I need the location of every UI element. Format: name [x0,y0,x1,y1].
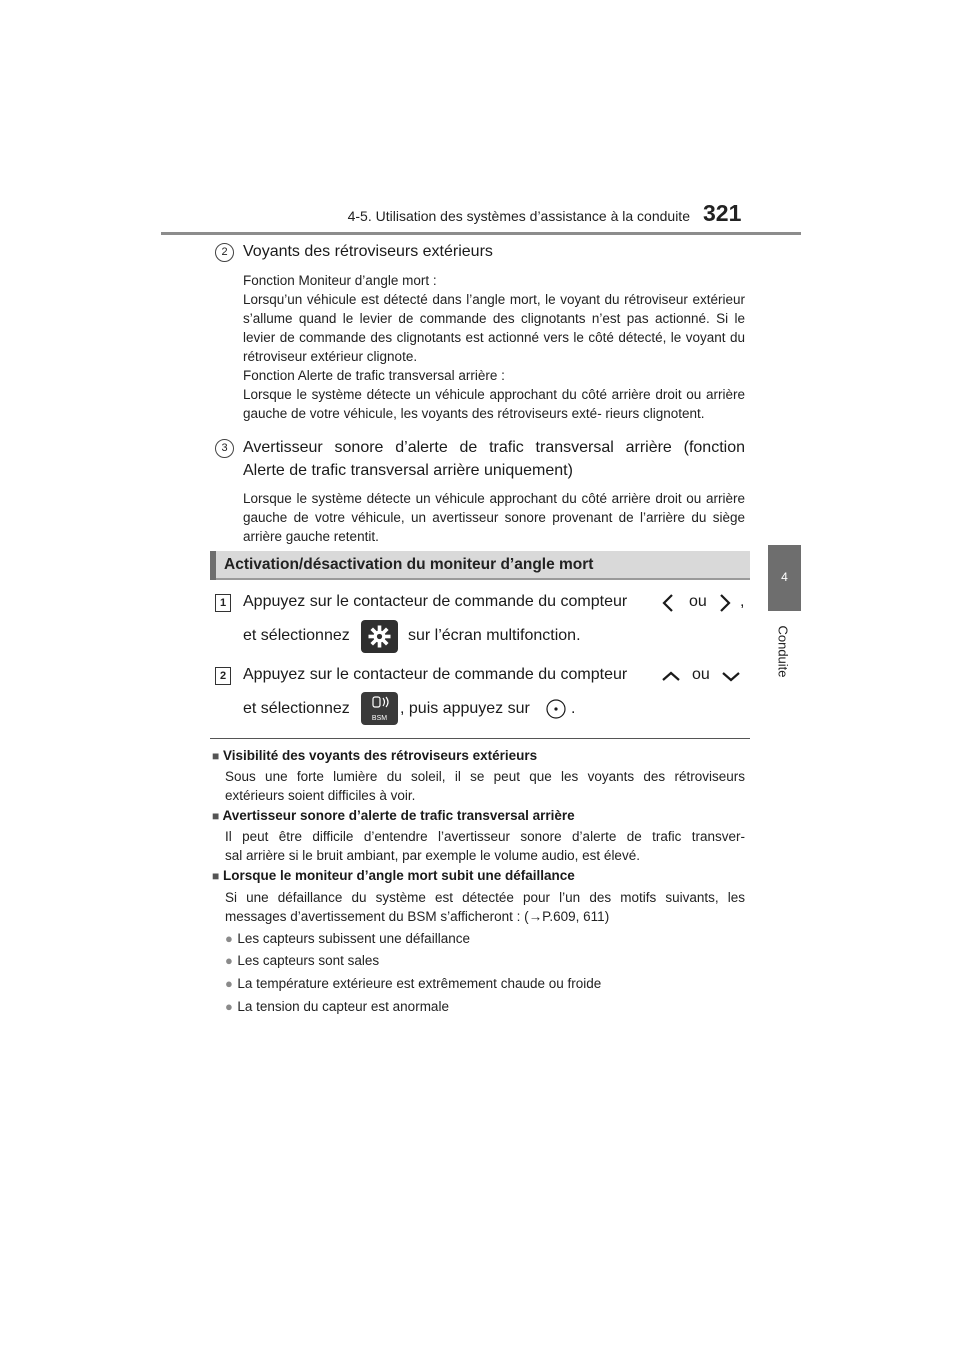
note-failure-heading [212,868,575,883]
list-item-text: Les capteurs sont sales [237,953,380,968]
note-heading-text: Lorsque le moniteur d’angle mort subit une défaillance [223,868,575,883]
item-title-buzzer-line2: Alerte de trafic transversal arrière uniquement) [243,462,573,479]
note-marker: ■ [212,809,220,823]
bullet-icon: ● [225,999,233,1014]
section-title: Activation/désactivation du moniteur d’angle mort [224,556,594,573]
list-item [225,998,449,1016]
step1-line2-text: et sélectionnez [243,627,350,644]
paragraph-rcta-function: Lorsque le système détecte un véhicule approchant du côté arrière droit ou arrière gauche de votre véhicule, les voyants des rétroviseurs exté- rieurs clignotent. [243,387,745,421]
bullet-icon: ● [225,976,233,991]
note-heading-text: Visibilité des voyants des rétroviseurs extérieurs [223,748,538,763]
section-bar-marker [210,551,216,580]
note-visibility-line1: Sous une forte lumière du soleil, il se peut que les voyants des rétroviseurs [225,769,745,784]
list-item [225,952,379,970]
enter-button-icon [545,698,567,720]
item-title-buzzer-line1: Avertisseur sonore d’alerte de trafic transversal arrière (fonction [243,439,745,456]
bsm-icon [361,692,398,725]
step1-comma: , [740,593,745,610]
note-buzzer-line2: sal arrière si le bruit ambiant, par exemple le volume audio, est élevé. [225,848,640,863]
list-item [225,975,601,993]
chevron-right-icon [718,593,732,613]
note-failure-line2: messages d’avertissement du BSM s’afficheront : (→P.609, 611) [225,909,610,924]
chevron-left-icon [661,593,675,613]
chapter-label: Conduite [775,625,791,678]
note-buzzer-heading [212,808,575,823]
callout-number-3: 3 [215,439,234,458]
header-rule [161,232,801,235]
step2-period: . [571,700,576,717]
notes-separator [210,738,750,739]
paragraph-rcta-function-label: Fonction Alerte de trafic transversal arrière : [243,368,505,383]
header-section-title: 4-5. Utilisation des systèmes d’assistance à la conduite [347,208,690,224]
step1-or-text: ou [689,593,707,610]
note-visibility-line2: extérieurs soient difficiles à voir. [225,788,416,803]
step1-line2-rest: sur l’écran multifonction. [408,627,581,644]
bullet-icon: ● [225,931,233,946]
step2-or-text: ou [692,666,710,683]
item-title-mirror-indicators: Voyants des rétroviseurs extérieurs [243,243,493,260]
note-buzzer-line1: Il peut être difficile d’entendre l’avertisseur sonore d’alerte de trafic transver- [225,829,745,844]
callout-number-2: 2 [215,243,234,262]
paragraph-bsm-function: Lorsqu’un véhicule est détecté dans l’angle mort, le voyant du rétroviseur extérieur s’allume quand le levier de commande des clignotants n’est pas actionné. Si le levier de commande des clignotants est actionné vers le côté détecté, le voyant du rétroviseur extérieur clignote. [243,292,745,364]
list-item [225,930,470,948]
note-failure-line1: Si une défaillance du système est détectée pour l’un des motifs suivants, les [225,890,745,905]
list-item-text: Les capteurs subissent une défaillance [237,931,470,946]
chevron-down-icon [720,669,742,683]
bsm-icon-label: BSM [371,715,388,722]
chevron-up-icon [660,669,682,683]
step-number-2: 2 [215,667,231,685]
note-heading-text: Avertisseur sonore d’alerte de trafic transversal arrière [222,808,575,823]
page-number: 321 [703,200,742,226]
note-visibility-heading [212,748,537,763]
chapter-number: 4 [781,570,788,584]
step2-line1-text: Appuyez sur le contacteur de commande du compteur [243,666,628,683]
step1-line1-text: Appuyez sur le contacteur de commande du compteur [243,593,628,610]
step-number-1: 1 [215,594,231,612]
paragraph-bsm-function-label: Fonction Moniteur d’angle mort : [243,273,437,288]
list-item-text: La tension du capteur est anormale [237,999,449,1014]
paragraph-buzzer: Lorsque le système détecte un véhicule approchant du côté arrière droit ou arrière gauche de votre véhicule, un avertisseur sonore provenant de l’arrière du siège arrière gauche retentit. [243,491,745,544]
step2-line2-text: et sélectionnez [243,700,350,717]
settings-gear-icon [361,620,398,653]
list-item-text: La température extérieure est extrêmement chaude ou froide [237,976,602,991]
note-marker: ■ [212,869,220,883]
step2-line2-middle: , puis appuyez sur [400,700,530,717]
bullet-icon: ● [225,953,233,968]
note-marker: ■ [212,749,220,763]
